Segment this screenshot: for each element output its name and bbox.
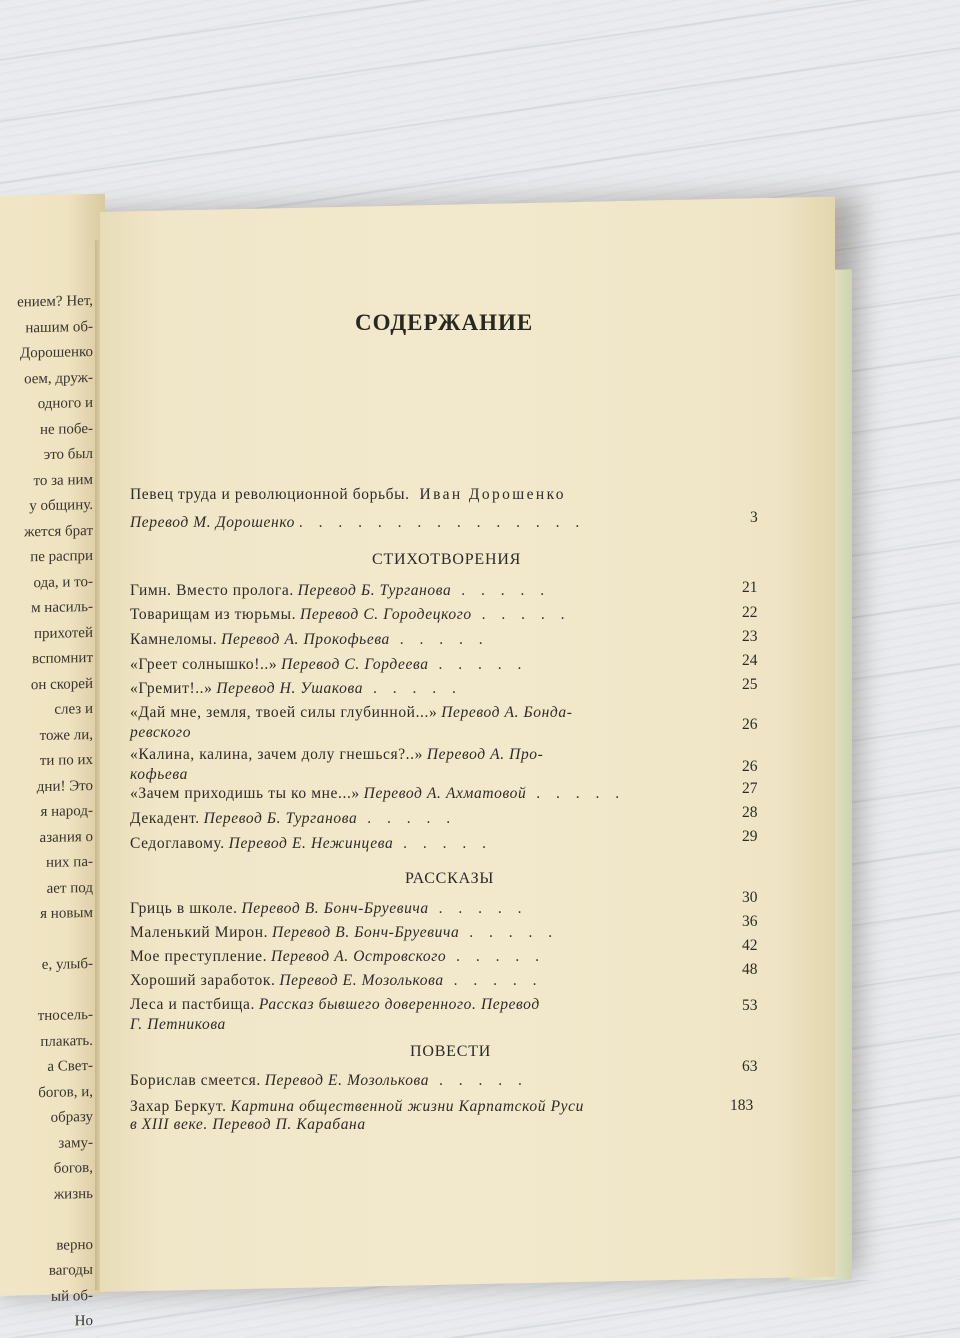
left-page-line: то за ним — [33, 471, 93, 489]
entry-page-number: 22 — [742, 604, 758, 621]
toc-entry — [130, 835, 492, 853]
entry-translator: Перевод Б. Турганова — [203, 810, 358, 827]
entry-title: Гриць в школе. — [130, 900, 238, 917]
left-page-line: жется брат — [24, 522, 93, 540]
left-page-line: одного и — [37, 394, 93, 413]
left-page-line: пе распри — [30, 547, 93, 566]
left-page-text — [0, 289, 93, 1338]
leader-dots: . . . . . — [429, 1072, 528, 1089]
left-page-line: нашим об- — [25, 318, 93, 336]
entry-title: «Калина, калина, зачем долу гнешься?..» — [130, 746, 423, 763]
intro-author: Иван Дорошенко — [419, 486, 566, 503]
leader-dots: . . . . . — [393, 835, 493, 852]
entry-translator-cont: кофьева — [130, 766, 188, 783]
left-page-line: не побе- — [39, 420, 93, 438]
entry-page-number: 63 — [742, 1058, 758, 1075]
entry-title: «Дай мне, земля, твоей силы глубинной...» — [130, 704, 438, 721]
toc-entry — [130, 1098, 584, 1116]
left-page-line: Дорошенко — [20, 343, 93, 362]
left-page-line — [0, 977, 93, 1006]
toc-entry — [130, 582, 550, 600]
entry-title: «Гремит!..» — [130, 680, 213, 697]
entry-translator: Перевод Е. Мозолькова — [279, 972, 444, 989]
toc-entry — [130, 606, 571, 624]
left-page-line: азания о — [39, 828, 93, 846]
toc-entry — [130, 656, 527, 674]
entry-page-number: 27 — [742, 780, 758, 797]
left-page-line: а Свет- — [47, 1057, 93, 1075]
entry-translator: Перевод А. Островского — [270, 948, 447, 965]
toc-entry-continuation — [130, 724, 191, 742]
entry-translator-cont: Г. Петникова — [130, 1016, 226, 1033]
toc-entry — [130, 746, 543, 764]
left-page-line: образу — [50, 1108, 93, 1126]
section-heading: ПОВЕСТИ — [410, 1043, 492, 1060]
toc-entry — [130, 900, 528, 918]
toc-entry — [130, 948, 545, 966]
left-page-line: это был — [43, 445, 93, 463]
entry-title: Декадент. — [130, 810, 200, 827]
entry-title: Леса и пастбища. — [130, 996, 255, 1013]
section-heading: РАССКАЗЫ — [405, 870, 495, 887]
left-page-line: ода, и то- — [33, 573, 93, 591]
leader-dots: . . . . . . . . . . . . . . . — [298, 514, 586, 531]
entry-page-number: 48 — [742, 961, 758, 978]
left-page-line: е, улыб- — [41, 955, 93, 974]
entry-title: «Греет солнышко!..» — [130, 656, 278, 673]
leader-dots: . . . . . — [428, 656, 528, 673]
entry-page-number: 23 — [742, 628, 758, 645]
toc-entry — [130, 785, 625, 803]
leader-dots: . . . . . — [446, 948, 545, 965]
leader-dots: . . . . . — [526, 785, 626, 802]
left-page-line: Но — [74, 1312, 93, 1330]
entry-translator: Рассказ бывшего доверенного. Перевод — [258, 996, 540, 1013]
entry-page-number: 21 — [742, 579, 758, 596]
left-page-line: тносель- — [37, 1006, 93, 1025]
entry-title: Товарищам из тюрьмы. — [130, 606, 297, 623]
entry-page-number: 26 — [742, 716, 758, 733]
left-page-line: ти по их — [39, 751, 93, 770]
entry-translator: Перевод С. Городецкого — [300, 606, 472, 623]
left-page-line: прихотей — [33, 624, 93, 642]
left-page-line: плакать. — [40, 1032, 93, 1050]
toc-entry-continuation — [130, 1116, 366, 1134]
leader-dots: . . . . . — [357, 810, 457, 827]
leader-dots: . . . . . — [459, 924, 559, 941]
toc-entry — [130, 680, 462, 698]
left-page-line: богов, — [53, 1159, 93, 1177]
intro-entry-line1 — [130, 486, 566, 504]
entry-translator-cont: в XIII веке. Перевод П. Карабана — [130, 1116, 366, 1133]
toc-entry — [130, 996, 540, 1014]
entry-page-number: 30 — [742, 889, 758, 906]
leader-dots: . . . . . — [443, 972, 543, 989]
toc-entry — [130, 810, 456, 828]
left-page-line: ый об- — [51, 1287, 93, 1305]
entry-translator: Перевод Е. Нежинцева — [228, 835, 394, 852]
leader-dots: . . . . . — [389, 631, 489, 648]
entry-translator: Перевод А. Бонда- — [441, 704, 573, 721]
entry-title: Камнеломы. — [130, 631, 218, 648]
left-page-line: м насиль- — [31, 598, 93, 617]
section-heading: СТИХОТВОРЕНИЯ — [372, 551, 522, 568]
entry-page-number: 42 — [742, 937, 758, 954]
entry-page-number: 26 — [742, 758, 758, 775]
left-page-line: у общину. — [29, 496, 93, 515]
entry-page-number: 24 — [742, 652, 758, 669]
entry-title: Борислав смеется. — [130, 1072, 261, 1089]
toc-entry-continuation — [130, 1016, 226, 1034]
entry-translator: Перевод В. Бонч-Бруевича — [241, 900, 429, 917]
entry-translator: Перевод В. Бонч-Бруевича — [272, 924, 460, 941]
entry-page-number: 29 — [742, 828, 758, 845]
leader-dots: . . . . . — [428, 900, 528, 917]
intro-page-number: 3 — [750, 509, 758, 526]
entry-page-number: 183 — [730, 1097, 754, 1114]
entry-title: Седоглавому. — [130, 835, 225, 852]
left-page-line — [0, 1207, 93, 1236]
left-page — [0, 194, 105, 1330]
toc-entry-continuation — [130, 766, 188, 784]
left-page-line: заму- — [58, 1134, 93, 1152]
left-page-line: богов, и, — [38, 1083, 93, 1101]
left-page-line: верно — [56, 1236, 93, 1254]
entry-title: Захар Беркут. — [130, 1098, 227, 1115]
entry-page-number: 28 — [742, 804, 758, 821]
entry-translator: Перевод Б. Турганова — [297, 582, 452, 599]
entry-page-number: 53 — [742, 997, 758, 1014]
entry-translator: Перевод А. Про- — [426, 746, 544, 763]
leader-dots: . . . . . — [363, 680, 462, 697]
left-page-line: тоже ли, — [39, 726, 93, 744]
entry-translator: Перевод Н. Ушакова — [216, 680, 364, 697]
toc-entry — [130, 1072, 528, 1090]
intro-title: Певец труда и революционной борьбы. — [130, 486, 410, 503]
left-page-line: я народ- — [40, 802, 93, 821]
left-page-line — [0, 926, 93, 955]
entry-translator-cont: ревского — [130, 724, 192, 741]
entry-translator: Картина общественной жизни Карпатской Руси — [230, 1098, 584, 1115]
entry-title: «Зачем приходишь ты ко мне...» — [130, 785, 360, 802]
entry-title: Гимн. Вместо пролога. — [130, 582, 294, 599]
entry-title: Хороший заработок. — [130, 972, 276, 989]
left-page-line: оем, друж- — [24, 369, 93, 387]
leader-dots: . . . . . — [451, 582, 551, 599]
page-title: СОДЕРЖАНИЕ — [355, 310, 534, 335]
entry-translator: Перевод А. Прокофьева — [221, 631, 390, 648]
entry-translator: Перевод Е. Мозолькова — [264, 1072, 430, 1089]
left-page-line: ением? Нет, — [17, 292, 93, 311]
entry-page-number: 25 — [742, 676, 758, 693]
toc-entry — [130, 972, 542, 990]
entry-title: Мое преступление. — [130, 948, 268, 965]
left-page-line: жизнь — [53, 1185, 93, 1203]
left-page-line: вагоды — [48, 1261, 93, 1279]
intro-translator: Перевод М. Дорошенко — [130, 514, 295, 531]
left-page-line: дни! Это — [36, 777, 93, 795]
entry-title: Маленький Мирон. — [130, 924, 269, 941]
left-page-line: слез и — [54, 700, 93, 718]
left-page-line: ает под — [46, 879, 93, 897]
toc-entry — [130, 704, 572, 722]
left-page-line: вспомнит — [32, 649, 93, 668]
left-page-line: он скорей — [30, 675, 93, 693]
entry-translator: Перевод А. Ахматовой — [363, 785, 527, 802]
left-page-line: я новым — [40, 904, 93, 923]
left-page-line: них па- — [46, 853, 93, 871]
toc-entry — [130, 924, 558, 942]
entry-page-number: 36 — [742, 913, 758, 930]
leader-dots: . . . . . — [471, 606, 571, 623]
intro-entry-line2 — [130, 514, 585, 532]
toc-entry — [130, 631, 489, 649]
entry-translator: Перевод С. Гордеева — [281, 656, 429, 673]
